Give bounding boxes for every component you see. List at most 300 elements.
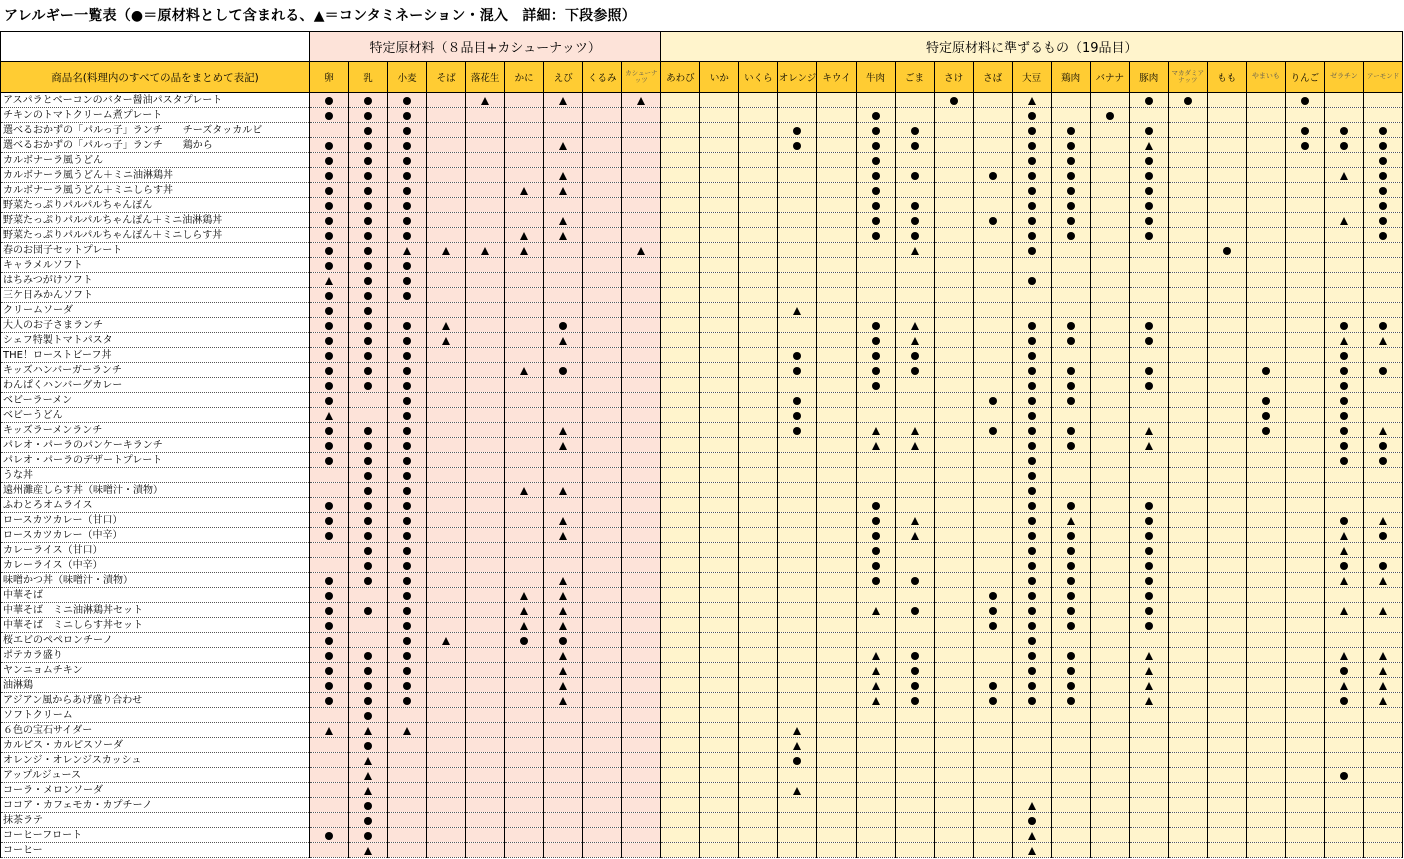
allergen-cell: [1051, 333, 1090, 348]
allergen-cell: [505, 123, 544, 138]
allergen-cell: [349, 318, 388, 333]
contains-circle-icon: [1340, 772, 1348, 780]
allergen-cell: [466, 603, 505, 618]
contains-circle-icon: [364, 307, 372, 315]
contains-circle-icon: [325, 172, 333, 180]
allergen-cell: [661, 528, 700, 543]
product-name: ソフトクリーム: [1, 708, 310, 723]
allergen-cell: [739, 153, 778, 168]
allergen-cell: [934, 753, 973, 768]
allergen-cell: [1051, 723, 1090, 738]
allergen-cell: [466, 723, 505, 738]
allergen-cell: [505, 348, 544, 363]
allergen-cell: [1051, 588, 1090, 603]
allergen-cell: [1246, 513, 1285, 528]
allergen-cell: [817, 468, 856, 483]
allergen-cell: [1324, 273, 1363, 288]
allergen-cell: [1324, 828, 1363, 843]
allergen-cell: [1012, 768, 1051, 783]
allergen-cell: [310, 303, 349, 318]
contains-circle-icon: [1379, 367, 1387, 375]
contains-circle-icon: [793, 127, 801, 135]
allergen-cell: [1246, 348, 1285, 363]
product-name: カレーライス（中辛）: [1, 558, 310, 573]
allergen-cell: [739, 723, 778, 738]
allergen-cell: [427, 678, 466, 693]
contains-circle-icon: [325, 832, 333, 840]
contains-circle-icon: [1340, 367, 1348, 375]
allergen-cell: [349, 813, 388, 828]
allergen-cell: [622, 588, 661, 603]
allergen-cell: [661, 708, 700, 723]
allergen-cell: [1051, 108, 1090, 123]
table-row: [1, 93, 1403, 108]
allergen-cell: [583, 678, 622, 693]
allergen-cell: [1285, 693, 1324, 708]
allergen-cell: [1051, 708, 1090, 723]
allergen-cell: [1324, 648, 1363, 663]
table-row: [1, 498, 1403, 513]
contains-circle-icon: [559, 637, 567, 645]
allergen-cell: [505, 483, 544, 498]
contains-circle-icon: [1340, 697, 1348, 705]
product-name: オレンジ・オレンジスカッシュ: [1, 753, 310, 768]
product-name: コーヒーフロート: [1, 828, 310, 843]
allergen-cell: [856, 453, 895, 468]
allergen-cell: [700, 708, 739, 723]
allergen-cell: [1285, 618, 1324, 633]
allergen-cell: [895, 93, 934, 108]
contains-circle-icon: [403, 322, 411, 330]
allergen-cell: [1363, 453, 1402, 468]
allergen-cell: [310, 408, 349, 423]
allergen-cell: [1246, 363, 1285, 378]
contains-circle-icon: [1028, 172, 1036, 180]
allergen-cell: [427, 153, 466, 168]
allergen-cell: [1246, 498, 1285, 513]
allergen-cell: [1012, 633, 1051, 648]
contains-circle-icon: [364, 667, 372, 675]
contains-circle-icon: [364, 367, 372, 375]
allergen-cell: [388, 498, 427, 513]
allergen-cell: [1246, 408, 1285, 423]
allergen-cell: [1246, 768, 1285, 783]
allergen-cell: [1363, 303, 1402, 318]
allergen-cell: [1207, 213, 1246, 228]
allergen-cell: [1324, 213, 1363, 228]
allergen-cell: [1207, 618, 1246, 633]
contains-circle-icon: [1301, 127, 1309, 135]
allergen-cell: [1363, 708, 1402, 723]
allergen-cell: [817, 768, 856, 783]
allergen-cell: [1051, 528, 1090, 543]
allergen-cell: [661, 123, 700, 138]
allergen-cell: [817, 783, 856, 798]
contains-circle-icon: [1028, 652, 1036, 660]
allergen-cell: [895, 168, 934, 183]
allergen-cell: [1168, 783, 1207, 798]
column-header-row: [1, 62, 1403, 93]
contamination-triangle-icon: [1379, 577, 1387, 585]
allergen-cell: [934, 588, 973, 603]
allergen-cell: [1090, 213, 1129, 228]
contains-circle-icon: [1301, 97, 1309, 105]
allergen-cell: [973, 708, 1012, 723]
allergen-cell: [310, 603, 349, 618]
allergen-cell: [934, 183, 973, 198]
allergen-cell: [1285, 483, 1324, 498]
contains-circle-icon: [1028, 232, 1036, 240]
contains-circle-icon: [1262, 412, 1270, 420]
contains-circle-icon: [364, 607, 372, 615]
contains-circle-icon: [793, 367, 801, 375]
allergen-cell: [349, 138, 388, 153]
allergen-cell: [349, 93, 388, 108]
table-row: [1, 813, 1403, 828]
allergen-cell: [1324, 513, 1363, 528]
contains-circle-icon: [364, 247, 372, 255]
allergen-cell: [1363, 108, 1402, 123]
allergen-cell: [1090, 753, 1129, 768]
allergen-cell: [934, 348, 973, 363]
allergen-cell: [1051, 693, 1090, 708]
allergen-cell: [700, 753, 739, 768]
allergen-cell: [1363, 498, 1402, 513]
contains-circle-icon: [1028, 577, 1036, 585]
allergen-cell: [973, 303, 1012, 318]
allergen-cell: [1285, 108, 1324, 123]
contamination-triangle-icon: [1145, 427, 1153, 435]
allergen-cell: [661, 738, 700, 753]
contamination-triangle-icon: [793, 742, 801, 750]
contains-circle-icon: [1028, 502, 1036, 510]
allergen-cell: [583, 123, 622, 138]
allergen-cell: [388, 588, 427, 603]
allergen-cell: [1324, 528, 1363, 543]
allergen-cell: [934, 378, 973, 393]
contains-circle-icon: [1262, 397, 1270, 405]
allergen-cell: [583, 573, 622, 588]
contains-circle-icon: [793, 142, 801, 150]
allergen-cell: [739, 663, 778, 678]
allergen-cell: [622, 108, 661, 123]
allergen-cell: [505, 438, 544, 453]
allergen-cell: [1324, 843, 1363, 858]
allergen-cell: [1168, 768, 1207, 783]
allergen-cell: [1324, 723, 1363, 738]
allergen-cell: [1363, 828, 1402, 843]
contains-circle-icon: [1145, 517, 1153, 525]
allergen-cell: [1012, 543, 1051, 558]
contains-circle-icon: [1067, 217, 1075, 225]
allergen-cell: [895, 738, 934, 753]
allergen-cell: [544, 663, 583, 678]
allergen-cell: [1012, 663, 1051, 678]
allergen-cell: [739, 183, 778, 198]
allergen-cell: [1168, 378, 1207, 393]
allergen-cell: [661, 363, 700, 378]
table-row: [1, 588, 1403, 603]
allergen-header: さば: [973, 62, 1012, 93]
allergen-cell: [1285, 753, 1324, 768]
allergen-cell: [544, 228, 583, 243]
allergen-cell: [388, 123, 427, 138]
allergen-cell: [1090, 363, 1129, 378]
contamination-triangle-icon: [1145, 142, 1153, 150]
allergen-cell: [1207, 183, 1246, 198]
contains-circle-icon: [325, 142, 333, 150]
allergen-cell: [778, 693, 817, 708]
allergen-cell: [1012, 708, 1051, 723]
allergen-cell: [817, 318, 856, 333]
allergen-cell: [544, 528, 583, 543]
allergen-cell: [934, 783, 973, 798]
product-name: 抹茶ラテ: [1, 813, 310, 828]
allergen-cell: [739, 708, 778, 723]
contamination-triangle-icon: [637, 247, 645, 255]
allergen-cell: [778, 828, 817, 843]
allergen-cell: [1246, 828, 1285, 843]
contains-circle-icon: [325, 592, 333, 600]
allergen-cell: [388, 333, 427, 348]
allergen-cell: [505, 498, 544, 513]
contains-circle-icon: [364, 502, 372, 510]
allergen-cell: [1012, 603, 1051, 618]
contamination-triangle-icon: [1340, 532, 1348, 540]
contains-circle-icon: [1379, 187, 1387, 195]
allergen-cell: [1363, 648, 1402, 663]
allergen-cell: [310, 843, 349, 858]
allergen-cell: [583, 693, 622, 708]
allergen-cell: [310, 228, 349, 243]
allergen-cell: [1285, 453, 1324, 468]
allergen-cell: [1090, 603, 1129, 618]
allergen-cell: [1012, 228, 1051, 243]
allergen-cell: [427, 423, 466, 438]
allergen-cell: [466, 213, 505, 228]
contains-circle-icon: [872, 382, 880, 390]
contains-circle-icon: [403, 382, 411, 390]
allergen-cell: [973, 333, 1012, 348]
allergen-cell: [583, 153, 622, 168]
product-name: 野菜たっぷりパルパルちゃんぽん＋ミニ油淋鶏丼: [1, 213, 310, 228]
allergen-cell: [895, 498, 934, 513]
allergen-cell: [1051, 843, 1090, 858]
allergen-cell: [817, 753, 856, 768]
allergen-cell: [349, 528, 388, 543]
allergen-cell: [1246, 483, 1285, 498]
allergen-cell: [1363, 228, 1402, 243]
allergen-cell: [1090, 783, 1129, 798]
allergen-cell: [1051, 678, 1090, 693]
allergen-cell: [505, 603, 544, 618]
allergen-cell: [1246, 423, 1285, 438]
allergen-cell: [817, 93, 856, 108]
allergen-cell: [622, 453, 661, 468]
allergen-cell: [1207, 138, 1246, 153]
allergen-cell: [544, 108, 583, 123]
allergen-cell: [1090, 768, 1129, 783]
allergen-cell: [817, 333, 856, 348]
contains-circle-icon: [793, 412, 801, 420]
allergen-cell: [427, 318, 466, 333]
allergen-header: 大豆: [1012, 62, 1051, 93]
allergen-cell: [1363, 273, 1402, 288]
allergen-cell: [1168, 318, 1207, 333]
contains-circle-icon: [989, 682, 997, 690]
allergen-cell: [388, 483, 427, 498]
allergen-cell: [583, 828, 622, 843]
contamination-triangle-icon: [911, 517, 919, 525]
allergen-cell: [778, 813, 817, 828]
allergen-cell: [1012, 408, 1051, 423]
allergen-cell: [1051, 318, 1090, 333]
allergen-cell: [310, 798, 349, 813]
table-row: [1, 513, 1403, 528]
allergen-cell: [583, 453, 622, 468]
table-row: [1, 648, 1403, 663]
allergen-cell: [778, 438, 817, 453]
contains-circle-icon: [872, 532, 880, 540]
allergen-cell: [310, 438, 349, 453]
allergen-cell: [661, 303, 700, 318]
allergen-cell: [1168, 543, 1207, 558]
allergen-cell: [934, 288, 973, 303]
allergen-cell: [700, 738, 739, 753]
allergen-cell: [427, 498, 466, 513]
allergen-header: りんご: [1285, 62, 1324, 93]
contamination-triangle-icon: [1340, 607, 1348, 615]
allergen-cell: [778, 393, 817, 408]
allergen-cell: [1246, 738, 1285, 753]
allergen-cell: [1051, 768, 1090, 783]
contains-circle-icon: [1028, 637, 1036, 645]
allergen-cell: [700, 828, 739, 843]
allergen-cell: [739, 528, 778, 543]
allergen-cell: [388, 843, 427, 858]
allergen-cell: [973, 828, 1012, 843]
allergen-cell: [700, 468, 739, 483]
product-name: アスパラとベーコンのバター醤油パスタプレート: [1, 93, 310, 108]
allergen-cell: [1207, 288, 1246, 303]
allergen-cell: [1051, 468, 1090, 483]
allergen-cell: [622, 228, 661, 243]
allergen-cell: [505, 453, 544, 468]
allergen-cell: [1051, 348, 1090, 363]
contains-circle-icon: [403, 607, 411, 615]
allergen-cell: [1129, 618, 1168, 633]
allergen-cell: [1246, 723, 1285, 738]
allergen-cell: [934, 648, 973, 663]
contamination-triangle-icon: [911, 442, 919, 450]
allergen-cell: [544, 303, 583, 318]
allergen-cell: [1285, 528, 1324, 543]
contains-circle-icon: [1067, 322, 1075, 330]
allergen-cell: [1168, 243, 1207, 258]
product-name-header: 商品名(料理内のすべての品をまとめて表記): [1, 62, 310, 93]
allergen-cell: [817, 513, 856, 528]
allergen-cell: [817, 648, 856, 663]
contamination-triangle-icon: [637, 97, 645, 105]
contamination-triangle-icon: [1028, 802, 1036, 810]
allergen-cell: [466, 828, 505, 843]
allergen-cell: [1246, 468, 1285, 483]
allergen-cell: [388, 228, 427, 243]
allergen-cell: [622, 723, 661, 738]
contamination-triangle-icon: [520, 187, 528, 195]
table-row: [1, 633, 1403, 648]
allergen-cell: [856, 228, 895, 243]
allergen-cell: [1324, 813, 1363, 828]
allergen-cell: [1090, 378, 1129, 393]
allergen-cell: [349, 588, 388, 603]
allergen-cell: [817, 483, 856, 498]
allergen-cell: [310, 93, 349, 108]
allergen-cell: [856, 168, 895, 183]
allergen-cell: [349, 438, 388, 453]
allergen-cell: [349, 618, 388, 633]
allergen-cell: [1051, 663, 1090, 678]
allergen-cell: [856, 768, 895, 783]
contains-circle-icon: [1028, 412, 1036, 420]
allergen-cell: [1363, 483, 1402, 498]
allergen-cell: [505, 273, 544, 288]
allergen-cell: [349, 423, 388, 438]
allergen-cell: [778, 333, 817, 348]
table-row: [1, 273, 1403, 288]
allergen-cell: [349, 213, 388, 228]
table-row: [1, 168, 1403, 183]
allergen-cell: [856, 603, 895, 618]
allergen-cell: [778, 753, 817, 768]
contains-circle-icon: [989, 427, 997, 435]
allergen-cell: [1168, 258, 1207, 273]
allergen-cell: [1324, 483, 1363, 498]
allergen-cell: [505, 663, 544, 678]
allergen-cell: [310, 753, 349, 768]
allergen-cell: [817, 558, 856, 573]
contains-circle-icon: [911, 127, 919, 135]
allergen-cell: [1246, 663, 1285, 678]
allergen-cell: [427, 663, 466, 678]
allergen-cell: [622, 138, 661, 153]
allergen-cell: [466, 648, 505, 663]
allergen-cell: [427, 753, 466, 768]
allergen-header: キウイ: [817, 62, 856, 93]
contains-circle-icon: [325, 322, 333, 330]
allergen-cell: [310, 708, 349, 723]
allergen-cell: [622, 558, 661, 573]
allergen-cell: [739, 198, 778, 213]
allergen-cell: [700, 588, 739, 603]
allergen-cell: [700, 543, 739, 558]
allergen-cell: [973, 393, 1012, 408]
allergen-cell: [466, 453, 505, 468]
contamination-triangle-icon: [364, 847, 372, 855]
allergen-cell: [349, 798, 388, 813]
allergen-cell: [622, 813, 661, 828]
allergen-cell: [700, 213, 739, 228]
allergen-cell: [544, 723, 583, 738]
allergen-cell: [427, 558, 466, 573]
allergen-cell: [1168, 273, 1207, 288]
allergen-cell: [700, 153, 739, 168]
allergen-cell: [856, 303, 895, 318]
contains-circle-icon: [403, 502, 411, 510]
contains-circle-icon: [1262, 367, 1270, 375]
allergen-cell: [505, 363, 544, 378]
contains-circle-icon: [1145, 547, 1153, 555]
